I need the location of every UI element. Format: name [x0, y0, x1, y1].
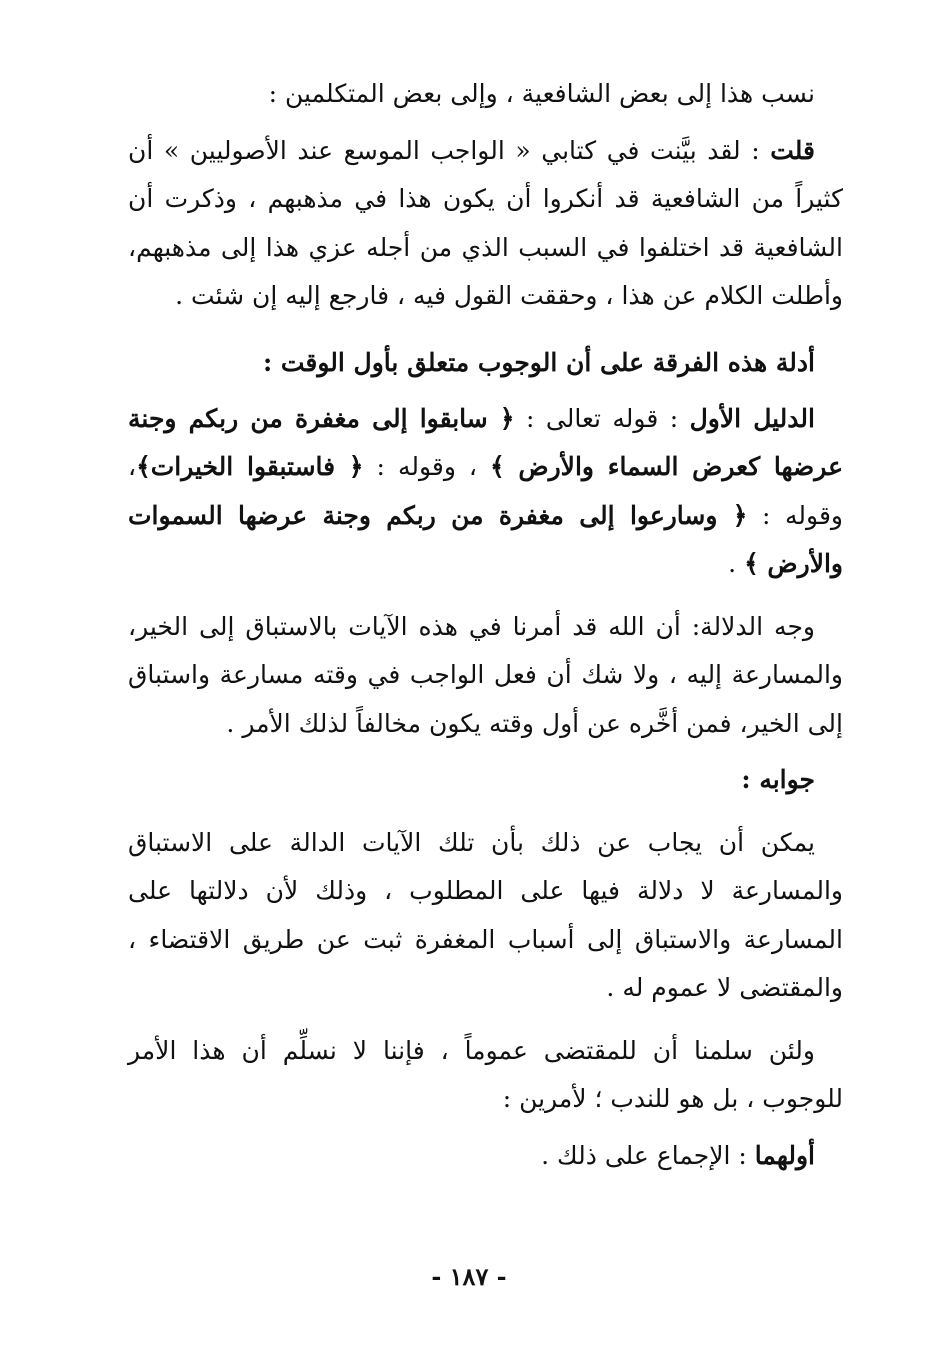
paragraph-author-note — [128, 127, 843, 321]
qultu-label: قلت — [770, 135, 815, 165]
quran-verse-1: ﴿ سابقوا إلى مغفرة من ربكم وجنة عرضها كعرض السماء والأرض ﴾ — [128, 403, 843, 481]
evidence-text-a: : قوله تعالى : — [514, 403, 690, 433]
page-number: - ١٨٧ - — [431, 1262, 507, 1291]
paragraph-first-reason — [128, 1132, 843, 1181]
first-reason-label: أولهما — [754, 1140, 815, 1170]
evidence-text-b: ، وقوله : — [363, 452, 490, 481]
answer-heading — [128, 756, 843, 805]
evidence-text-d: . — [728, 549, 745, 578]
paragraph-concession-text: ولئن سلمنا أن للمقتضى عموماً ، فإننا لا نسلِّم أن هذا الأمر للوجوب ، بل هو للندب ؛ لأمرين : — [128, 1035, 843, 1113]
answer-heading-text: جوابه : — [741, 765, 815, 794]
quran-verse-3: ﴿ وسارعوا إلى مغفرة من ربكم وجنة عرضها السموات والأرض ﴾ — [128, 500, 843, 578]
paragraph-intro — [128, 70, 843, 119]
paragraph-first-reason-text: : الإجماع على ذلك . — [541, 1140, 755, 1170]
paragraph-first-evidence — [128, 395, 843, 589]
quran-verse-2: ﴿ فاستبقوا الخيرات﴾ — [136, 452, 364, 481]
paragraph-indication — [128, 603, 843, 749]
section-heading: أدلة هذه الفرقة على أن الوجوب متعلق بأول الوقت : — [262, 347, 815, 377]
paragraph-author-note-text: : لقد بيَّنت في كتابي « الواجب الموسع عند الأصوليين » أن كثيراً من الشافعية قد أنكروا أن يكون هذا في مذهبهم ، وذكرت أن الشافعية قد اختلفوا في السبب الذي من أجله عزي هذا إلى مذهبهم، وأطلت الكلام عن هذا ، وحققت القول فيه ، فارجع إليه إن شئت . — [128, 135, 843, 310]
paragraph-answer-text: يمكن أن يجاب عن ذلك بأن تلك الآيات الدالة على الاستباق والمسارعة لا دلالة فيها على المطلوب ، وذلك لأن دلالتها على المسارعة والاستباق إلى أسباب المغفرة ثبت عن طريق الاقتضاء ، والمقتضى لا عموم له . — [128, 827, 843, 1002]
evidence-text-c: ، وقوله : — [128, 452, 843, 530]
paragraph-intro-text: نسب هذا إلى بعض الشافعية ، وإلى بعض المتكلمين : — [268, 79, 815, 108]
paragraph-indication-text: وجه الدلالة: أن الله قد أمرنا في هذه الآيات بالاستباق إلى الخير، والمسارعة إليه ، ولا شك أن فعل الواجب في وقته مسارعة واستباق إلى الخير، فمن أخَّره عن أول وقته يكون مخالفاً لذلك الأمر . — [128, 611, 843, 738]
first-evidence-label: الدليل الأول — [689, 403, 815, 433]
paragraph-concession — [128, 1027, 843, 1124]
page-body — [128, 70, 843, 1180]
paragraph-answer — [128, 819, 843, 1013]
